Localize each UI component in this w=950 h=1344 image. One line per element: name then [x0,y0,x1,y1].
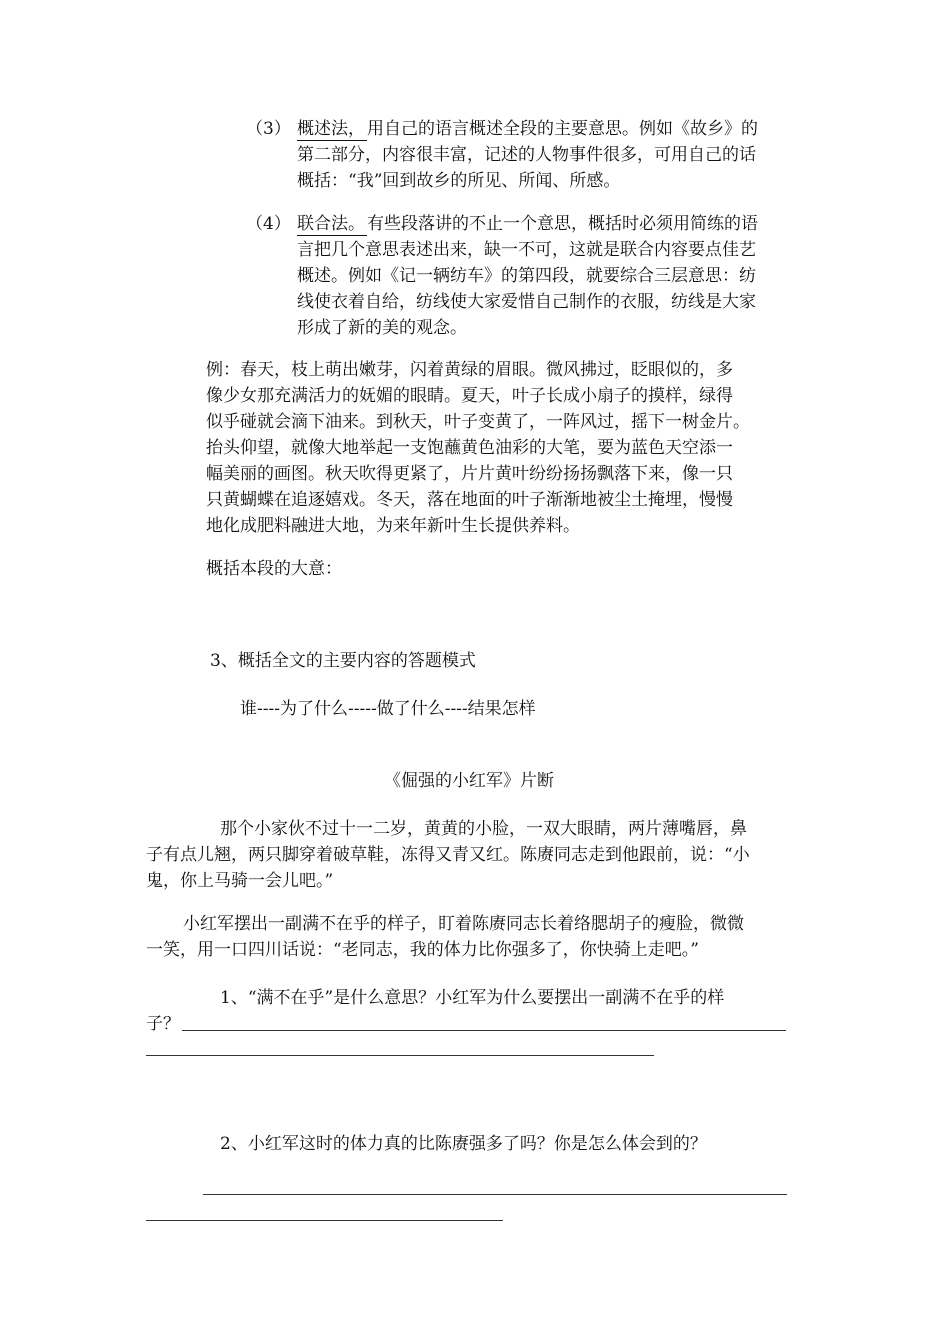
method3-term: 概述法， [297,119,365,139]
method4-line-1 [297,211,758,237]
method4-line-4: 线使衣着自给，纺线使大家爱惜自己制作的衣服，纺线是大家 [297,292,756,312]
question1-line-1: 1、“满不在乎”是什么意思？小红军为什么要摆出一副满不在乎的样 [220,988,725,1008]
section3-pattern: 谁----为了什么-----做了什么----结果怎样 [240,699,536,719]
question1-line-2: 子？ [146,1014,180,1034]
method3-text: 用自己的语言概述全段的主要意思。例如《故乡》的 [367,119,758,139]
example-line-2: 像少女那充满活力的妩媚的眼睛。夏天，叶子长成小扇子的摸样，绿得 [206,386,733,406]
example-prompt: 概括本段的大意： [206,559,342,579]
question1-answer-line-1[interactable] [182,1030,786,1031]
passage-para1-line-2: 子有点儿翘，两只脚穿着破草鞋，冻得又青又红。陈赓同志走到他跟前，说：“小 [146,845,750,865]
question1-answer-line-2[interactable] [146,1055,654,1056]
passage-para1-line-1: 那个小家伙不过十一二岁，黄黄的小脸，一双大眼睛，两片薄嘴唇，鼻 [220,819,747,839]
passage-para1-line-3: 鬼，你上马骑一会儿吧。” [146,871,334,891]
method3-line-2: 第二部分，内容很丰富，记述的人物事件很多，可用自己的话 [297,145,756,165]
question2-answer-line-1[interactable] [203,1194,787,1195]
example-line-4: 抬头仰望，就像大地举起一支饱蘸黄色油彩的大笔，要为蓝色天空添一 [206,438,733,458]
method4-line-3: 概述。例如《记一辆纺车》的第四段，就要综合三层意思：纺 [297,266,756,286]
question2-line: 2、小红军这时的体力真的比陈赓强多了吗？你是怎么体会到的？ [220,1134,707,1154]
example-line-3: 似乎碰就会滴下油来。到秋天，叶子变黄了，一阵风过，摇下一树金片。 [206,412,750,432]
method3-line-3: 概括：“我”回到故乡的所见、所闻、所感。 [297,171,621,191]
method4-term: 联合法。 [297,214,365,234]
example-line-5: 幅美丽的画图。秋天吹得更紧了，片片黄叶纷纷扬扬飘落下来，像一只 [206,464,733,484]
passage-title: 《倔强的小红军》片断 [384,771,554,791]
question2-answer-line-2[interactable] [146,1220,503,1221]
method3-line-1 [297,116,758,142]
method4-text: 有些段落讲的不止一个意思，概括时必须用简练的语 [367,214,758,234]
method4-line-2: 言把几个意思表述出来，缺一不可，这就是联合内容要点佳艺 [297,240,756,260]
example-line-6: 只黄蝴蝶在追逐嬉戏。冬天，落在地面的叶子渐渐地被尘土掩埋，慢慢 [206,490,733,510]
method3-number: （3） [246,119,291,139]
passage-para2-line-2: 一笑，用一口四川话说：“老同志，我的体力比你强多了，你快骑上走吧。” [146,940,699,960]
method4-number: （4） [246,214,291,234]
example-line-1: 例：春天，枝上萌出嫩芽，闪着黄绿的眉眼。微风拂过，眨眼似的，多 [206,360,733,380]
method4-line-5: 形成了新的美的观念。 [297,318,467,338]
passage-para2-line-1: 小红军摆出一副满不在乎的样子，盯着陈赓同志长着络腮胡子的瘦脸，微微 [183,914,744,934]
section3-heading: 3、概括全文的主要内容的答题模式 [210,651,476,671]
example-line-7: 地化成肥料融进大地，为来年新叶生长提供养料。 [206,516,580,536]
